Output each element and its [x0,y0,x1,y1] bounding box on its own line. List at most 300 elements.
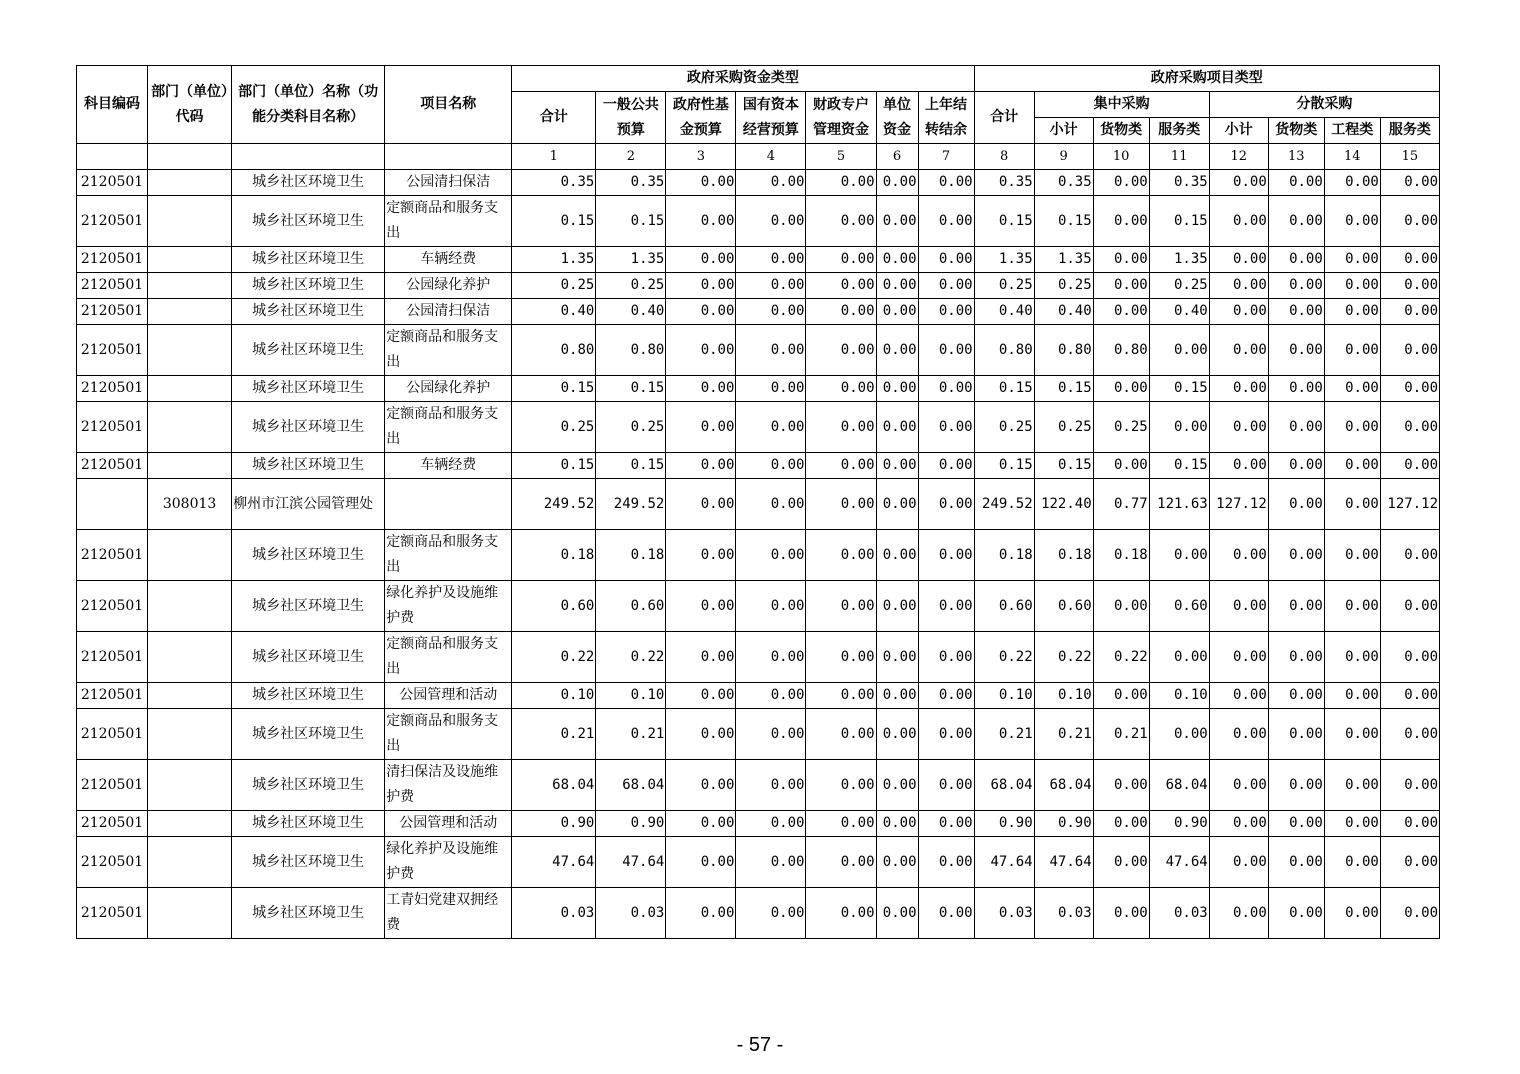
value-cell: 0.80 [512,325,596,376]
project-name-cell: 工青妇党建双拥经费 [385,888,512,939]
value-cell: 0.21 [596,709,666,760]
value-cell: 0.00 [736,247,806,273]
header-general-budget: 一般公共预算 [596,92,666,144]
value-cell: 0.00 [1268,837,1324,888]
project-name-cell: 定额商品和服务支出 [385,632,512,683]
value-cell: 0.00 [736,453,806,479]
value-cell: 0.00 [918,837,974,888]
dept-code-cell [148,811,232,837]
value-cell: 0.00 [918,273,974,299]
value-cell: 0.00 [666,402,736,453]
value-cell: 1.35 [1149,247,1209,273]
procurement-table [76,65,1440,939]
value-cell: 0.25 [974,402,1034,453]
value-cell: 0.03 [596,888,666,939]
value-cell: 0.00 [1209,196,1268,247]
column-number: 9 [1034,144,1093,170]
value-cell: 0.15 [974,453,1034,479]
subject-code-cell: 2120501 [77,196,148,247]
value-cell: 0.00 [736,325,806,376]
value-cell: 0.00 [666,299,736,325]
value-cell: 0.22 [1093,632,1149,683]
value-cell: 0.00 [1380,683,1439,709]
subject-code-cell: 2120501 [77,247,148,273]
value-cell: 0.00 [1209,325,1268,376]
value-cell: 0.00 [876,760,918,811]
subject-code-cell: 2120501 [77,760,148,811]
header-blank-cell [77,144,148,170]
header-state-capital-budget: 国有资本经营预算 [736,92,806,144]
value-cell: 0.00 [1268,273,1324,299]
value-cell: 0.10 [512,683,596,709]
value-cell: 0.10 [596,683,666,709]
value-cell: 0.00 [1209,453,1268,479]
value-cell: 68.04 [512,760,596,811]
value-cell: 0.15 [1149,196,1209,247]
header-fund-total: 合计 [512,92,596,144]
value-cell: 0.00 [1268,530,1324,581]
value-cell: 0.00 [1268,453,1324,479]
value-cell: 0.00 [876,888,918,939]
value-cell: 0.00 [736,581,806,632]
value-cell: 0.00 [918,479,974,530]
dept-name-cell: 城乡社区环境卫生 [232,402,385,453]
subject-code-cell: 2120501 [77,273,148,299]
value-cell: 0.00 [1380,299,1439,325]
value-cell: 0.00 [1324,811,1380,837]
table-row [77,376,1440,402]
dept-name-cell: 城乡社区环境卫生 [232,683,385,709]
value-cell: 0.35 [596,170,666,196]
dept-name-cell: 城乡社区环境卫生 [232,376,385,402]
project-name-cell: 定额商品和服务支出 [385,709,512,760]
value-cell: 0.90 [1034,811,1093,837]
value-cell: 0.00 [918,530,974,581]
value-cell: 0.00 [666,709,736,760]
value-cell: 0.00 [1324,273,1380,299]
value-cell: 127.12 [1209,479,1268,530]
dept-code-cell [148,581,232,632]
dept-name-cell: 城乡社区环境卫生 [232,196,385,247]
value-cell: 0.00 [1324,709,1380,760]
value-cell: 0.00 [1093,683,1149,709]
value-cell: 68.04 [974,760,1034,811]
value-cell: 0.21 [1093,709,1149,760]
value-cell: 0.35 [512,170,596,196]
value-cell: 0.00 [1324,402,1380,453]
value-cell: 0.25 [1034,402,1093,453]
header-fund-type-group: 政府采购资金类型 [512,66,974,92]
value-cell: 0.00 [918,811,974,837]
value-cell: 68.04 [596,760,666,811]
value-cell: 0.00 [666,837,736,888]
dept-code-cell [148,196,232,247]
value-cell: 0.00 [918,196,974,247]
value-cell: 0.00 [666,581,736,632]
value-cell: 0.03 [974,888,1034,939]
value-cell: 0.00 [1380,709,1439,760]
column-number: 7 [918,144,974,170]
page-number: - 57 - [736,1034,784,1056]
value-cell: 1.35 [974,247,1034,273]
value-cell: 0.00 [666,170,736,196]
value-cell: 47.64 [1149,837,1209,888]
value-cell: 0.00 [876,299,918,325]
column-number: 13 [1268,144,1324,170]
value-cell: 0.00 [918,299,974,325]
value-cell: 0.00 [1209,760,1268,811]
value-cell: 47.64 [1034,837,1093,888]
project-name-cell: 定额商品和服务支出 [385,325,512,376]
value-cell: 0.60 [974,581,1034,632]
value-cell: 0.00 [736,402,806,453]
value-cell: 0.18 [1093,530,1149,581]
table-row [77,453,1440,479]
dept-code-cell [148,632,232,683]
subject-code-cell: 2120501 [77,402,148,453]
value-cell: 0.00 [876,683,918,709]
value-cell: 0.80 [1034,325,1093,376]
value-cell: 0.21 [974,709,1034,760]
value-cell: 0.00 [1093,760,1149,811]
column-number: 4 [736,144,806,170]
value-cell: 0.25 [1093,402,1149,453]
value-cell: 0.00 [1324,299,1380,325]
table-row [77,273,1440,299]
subject-code-cell [77,479,148,530]
value-cell: 0.00 [806,811,876,837]
value-cell: 0.00 [1093,196,1149,247]
value-cell: 0.60 [1034,581,1093,632]
value-cell: 0.00 [1209,811,1268,837]
dept-code-cell [148,170,232,196]
column-number: 14 [1324,144,1380,170]
value-cell: 0.00 [1093,273,1149,299]
dept-code-cell [148,273,232,299]
value-cell: 0.00 [1209,709,1268,760]
value-cell: 0.00 [1268,632,1324,683]
subject-code-cell: 2120501 [77,683,148,709]
value-cell: 0.00 [1093,888,1149,939]
value-cell: 1.35 [1034,247,1093,273]
subject-code-cell: 2120501 [77,709,148,760]
table-row [77,170,1440,196]
value-cell: 0.00 [1268,402,1324,453]
value-cell: 0.00 [1380,632,1439,683]
project-name-cell: 公园清扫保洁 [385,299,512,325]
value-cell: 0.22 [512,632,596,683]
value-cell: 0.00 [666,811,736,837]
value-cell: 0.35 [1149,170,1209,196]
value-cell: 0.15 [974,376,1034,402]
value-cell: 0.00 [876,709,918,760]
header-unit-fund: 单位资金 [876,92,918,144]
dept-code-cell: 308013 [148,479,232,530]
value-cell: 0.00 [876,247,918,273]
dept-name-cell: 城乡社区环境卫生 [232,760,385,811]
table-row [77,247,1440,273]
value-cell: 0.00 [1149,530,1209,581]
value-cell: 47.64 [596,837,666,888]
subject-code-cell: 2120501 [77,888,148,939]
dept-name-cell: 城乡社区环境卫生 [232,170,385,196]
value-cell: 0.00 [1268,811,1324,837]
dept-name-cell: 城乡社区环境卫生 [232,709,385,760]
value-cell: 0.00 [666,888,736,939]
header-blank-cell [232,144,385,170]
value-cell: 0.00 [666,683,736,709]
value-cell: 0.15 [1149,453,1209,479]
value-cell: 0.00 [1380,888,1439,939]
value-cell: 0.00 [666,479,736,530]
value-cell: 0.00 [666,273,736,299]
value-cell: 0.77 [1093,479,1149,530]
value-cell: 0.03 [1034,888,1093,939]
value-cell: 0.00 [1093,811,1149,837]
value-cell: 0.00 [736,196,806,247]
table-row [77,530,1440,581]
value-cell: 0.00 [918,581,974,632]
value-cell: 0.00 [1209,273,1268,299]
value-cell: 0.03 [1149,888,1209,939]
dept-name-cell: 城乡社区环境卫生 [232,273,385,299]
value-cell: 0.00 [1324,760,1380,811]
value-cell: 0.40 [1149,299,1209,325]
table-row [77,402,1440,453]
value-cell: 0.00 [1268,760,1324,811]
dept-name-cell: 城乡社区环境卫生 [232,530,385,581]
column-number: 15 [1380,144,1439,170]
value-cell: 0.00 [1324,196,1380,247]
value-cell: 0.00 [736,479,806,530]
header-central-subtotal: 小计 [1034,118,1093,144]
header-subject-code: 科目编码 [77,66,148,144]
dept-name-cell: 城乡社区环境卫生 [232,632,385,683]
dept-code-cell [148,888,232,939]
value-cell: 0.21 [512,709,596,760]
table-row [77,683,1440,709]
value-cell: 0.00 [1380,402,1439,453]
dept-code-cell [148,530,232,581]
value-cell: 0.00 [1324,247,1380,273]
dept-name-cell: 城乡社区环境卫生 [232,299,385,325]
value-cell: 0.00 [1268,581,1324,632]
value-cell: 0.00 [1380,376,1439,402]
column-number: 2 [596,144,666,170]
value-cell: 0.00 [876,273,918,299]
column-number: 12 [1209,144,1268,170]
value-cell: 0.00 [806,581,876,632]
header-column-numbers [77,144,1440,170]
value-cell: 0.00 [1324,837,1380,888]
value-cell: 0.00 [666,325,736,376]
value-cell: 0.40 [512,299,596,325]
value-cell: 0.15 [512,196,596,247]
value-cell: 0.00 [1380,581,1439,632]
dept-code-cell [148,247,232,273]
value-cell: 0.35 [1034,170,1093,196]
header-dispersed-subtotal: 小计 [1209,118,1268,144]
value-cell: 1.35 [596,247,666,273]
value-cell: 47.64 [512,837,596,888]
value-cell: 0.40 [974,299,1034,325]
value-cell: 0.00 [1268,479,1324,530]
header-blank-cell [148,144,232,170]
dept-name-cell: 城乡社区环境卫生 [232,811,385,837]
value-cell: 0.10 [974,683,1034,709]
value-cell: 0.00 [1149,709,1209,760]
header-blank-cell [385,144,512,170]
value-cell: 0.00 [806,170,876,196]
value-cell: 0.00 [1380,325,1439,376]
value-cell: 0.15 [1034,196,1093,247]
column-number: 6 [876,144,918,170]
value-cell: 47.64 [974,837,1034,888]
project-name-cell: 车辆经费 [385,453,512,479]
column-number: 1 [512,144,596,170]
value-cell: 0.00 [1324,530,1380,581]
value-cell: 0.00 [806,837,876,888]
value-cell: 0.00 [666,760,736,811]
value-cell: 0.22 [974,632,1034,683]
value-cell: 0.00 [1380,196,1439,247]
value-cell: 249.52 [596,479,666,530]
value-cell: 0.00 [1093,170,1149,196]
value-cell: 0.25 [1149,273,1209,299]
value-cell: 0.00 [736,760,806,811]
value-cell: 0.00 [1324,632,1380,683]
value-cell: 0.00 [1209,376,1268,402]
project-name-cell: 公园绿化养护 [385,273,512,299]
value-cell: 0.00 [806,530,876,581]
table-header [77,66,1440,170]
table-row [77,811,1440,837]
column-number: 8 [974,144,1034,170]
value-cell: 0.00 [736,709,806,760]
value-cell: 0.00 [1380,530,1439,581]
table-body [77,170,1440,939]
value-cell: 0.00 [1380,170,1439,196]
header-dispersed-works: 工程类 [1324,118,1380,144]
value-cell: 0.00 [876,479,918,530]
value-cell: 249.52 [974,479,1034,530]
project-name-cell: 公园清扫保洁 [385,170,512,196]
value-cell: 0.00 [1209,632,1268,683]
value-cell: 0.00 [806,453,876,479]
value-cell: 0.00 [736,632,806,683]
value-cell: 0.15 [512,376,596,402]
project-name-cell: 定额商品和服务支出 [385,402,512,453]
value-cell: 0.00 [736,811,806,837]
dept-name-cell: 柳州市江滨公园管理处 [232,479,385,530]
value-cell: 0.15 [596,453,666,479]
value-cell: 0.00 [876,376,918,402]
value-cell: 0.18 [974,530,1034,581]
subject-code-cell: 2120501 [77,453,148,479]
project-name-cell: 公园绿化养护 [385,376,512,402]
value-cell: 0.00 [806,273,876,299]
header-fiscal-account-fund: 财政专户管理资金 [806,92,876,144]
value-cell: 0.00 [1324,376,1380,402]
value-cell: 0.22 [1034,632,1093,683]
dept-name-cell: 城乡社区环境卫生 [232,581,385,632]
value-cell: 0.80 [596,325,666,376]
value-cell: 0.25 [1034,273,1093,299]
table-row [77,709,1440,760]
header-central-services: 服务类 [1149,118,1209,144]
value-cell: 0.25 [512,273,596,299]
value-cell: 0.00 [1268,196,1324,247]
subject-code-cell: 2120501 [77,376,148,402]
dept-code-cell [148,453,232,479]
table-row [77,325,1440,376]
subject-code-cell: 2120501 [77,837,148,888]
subject-code-cell: 2120501 [77,632,148,683]
header-central-goods: 货物类 [1093,118,1149,144]
project-name-cell: 清扫保洁及设施维护费 [385,760,512,811]
value-cell: 0.35 [974,170,1034,196]
dept-name-cell: 城乡社区环境卫生 [232,453,385,479]
value-cell: 0.00 [1380,453,1439,479]
value-cell: 0.00 [918,683,974,709]
table-row [77,760,1440,811]
value-cell: 0.10 [1034,683,1093,709]
value-cell: 0.60 [596,581,666,632]
value-cell: 0.00 [876,632,918,683]
subject-code-cell: 2120501 [77,170,148,196]
header-item-total: 合计 [974,92,1034,144]
column-number: 5 [806,144,876,170]
table-row [77,299,1440,325]
value-cell: 0.00 [806,760,876,811]
header-dispersed-services: 服务类 [1380,118,1439,144]
value-cell: 0.00 [666,530,736,581]
dept-code-cell [148,376,232,402]
value-cell: 0.00 [666,196,736,247]
dept-code-cell [148,837,232,888]
dept-code-cell [148,709,232,760]
table-row [77,632,1440,683]
dept-code-cell [148,760,232,811]
value-cell: 0.00 [806,709,876,760]
value-cell: 0.00 [1268,170,1324,196]
value-cell: 0.00 [1149,402,1209,453]
value-cell: 0.00 [1324,581,1380,632]
value-cell: 0.03 [512,888,596,939]
value-cell: 0.00 [918,325,974,376]
value-cell: 0.00 [666,453,736,479]
value-cell: 0.40 [596,299,666,325]
value-cell: 0.00 [806,299,876,325]
value-cell: 0.00 [1268,325,1324,376]
value-cell: 0.00 [1324,888,1380,939]
value-cell: 0.25 [974,273,1034,299]
value-cell: 0.00 [736,273,806,299]
value-cell: 0.00 [1324,683,1380,709]
header-dept-code: 部门（单位）代码 [148,66,232,144]
value-cell: 0.15 [1034,453,1093,479]
value-cell: 0.40 [1034,299,1093,325]
value-cell: 0.00 [1093,299,1149,325]
value-cell: 0.15 [596,376,666,402]
value-cell: 0.00 [1209,683,1268,709]
header-central-procurement: 集中采购 [1034,92,1209,118]
value-cell: 0.60 [512,581,596,632]
dept-code-cell [148,325,232,376]
value-cell: 121.63 [1149,479,1209,530]
value-cell: 0.00 [736,888,806,939]
value-cell: 0.15 [974,196,1034,247]
